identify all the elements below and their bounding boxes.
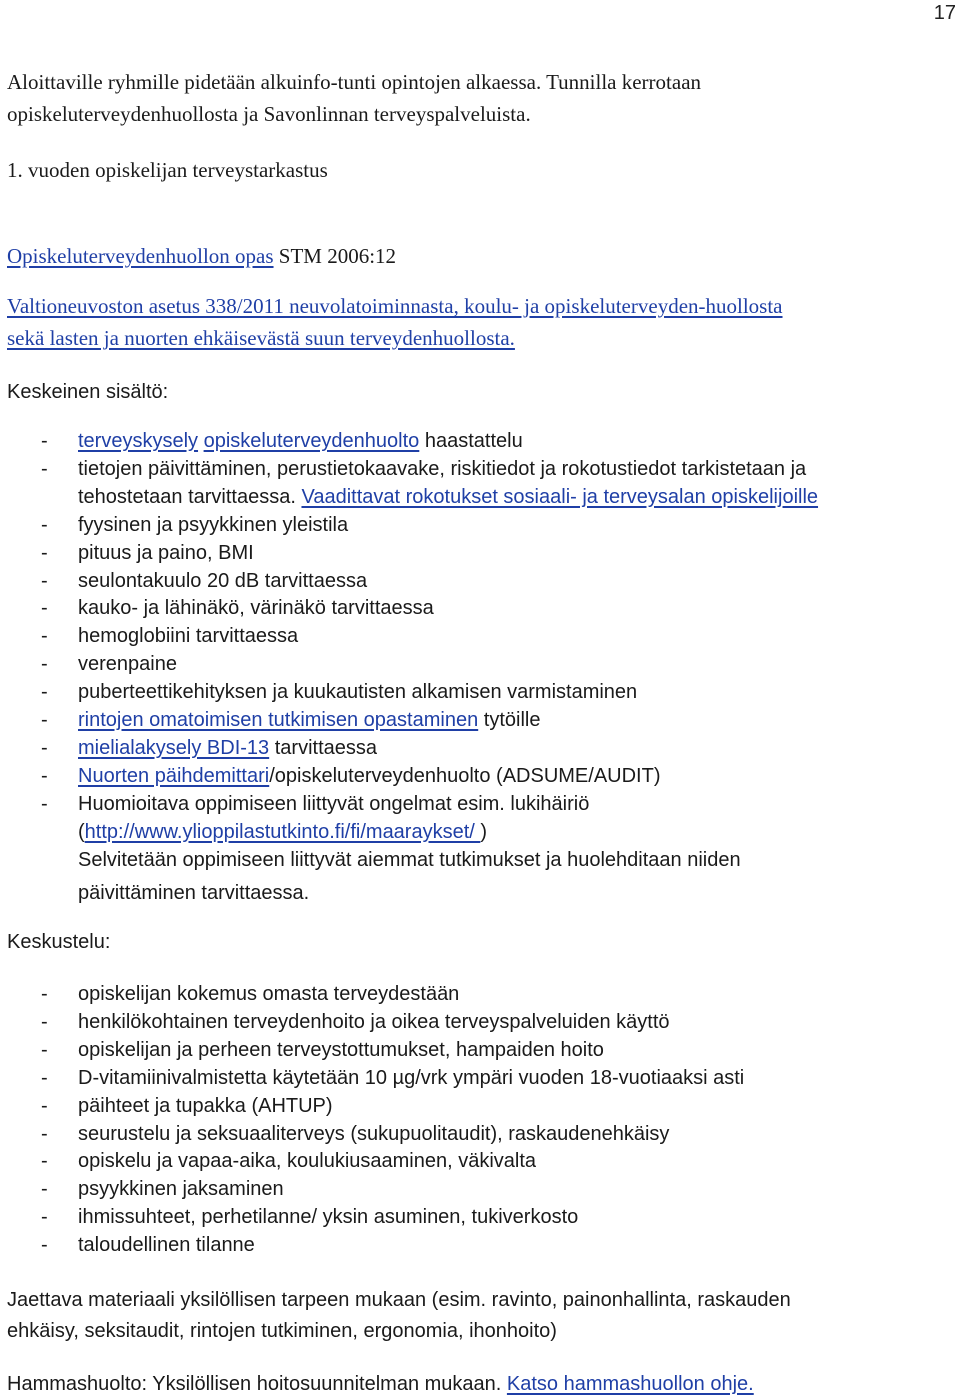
intro-line-1: Aloittaville ryhmille pidetään alkuinfo-tunti opintojen alkaessa. Tunnilla kerrotaan bbox=[7, 70, 702, 94]
discussion-item: - ihmissuhteet, perhetilanne/ yksin asuminen, tukiverkosto bbox=[41, 1206, 579, 1229]
discussion-item: - D-vitamiinivalmistetta käytetään 10 µg/vrk ympäri vuoden 18-vuotiaaksi asti bbox=[41, 1066, 745, 1089]
intro-line-2: opiskeluterveydenhuollosta ja Savonlinnan terveyspalveluista. bbox=[7, 102, 531, 126]
handout-line-1: Jaettava materiaali yksilöllisen tarpeen mukaan (esim. ravinto, painonhallinta, raskauden bbox=[7, 1289, 791, 1311]
list-item: - puberteettikehityksen ja kuukautisten alkamisen varmistaminen bbox=[41, 681, 638, 704]
discussion-item: - opiskelu ja vapaa-aika, koulukiusaaminen, väkivalta bbox=[41, 1150, 537, 1173]
reference-guide bbox=[7, 240, 954, 272]
list-item: - Nuorten päihdemittari/opiskeluterveydenhuolto (ADSUME/AUDIT) bbox=[41, 764, 661, 787]
list-item: - pituus ja paino, BMI bbox=[41, 541, 254, 564]
bdi-link[interactable]: mielialakysely BDI-13 bbox=[78, 736, 270, 759]
discussion-item: - seurustelu ja seksuaaliterveys (sukupuolitaudit), raskaudenehkäisy bbox=[41, 1122, 670, 1145]
list-item: - hemoglobiini tarvittaessa bbox=[41, 625, 299, 648]
guide-link[interactable]: Opiskeluterveydenhuollon opas bbox=[7, 244, 274, 268]
section-heading: 1. vuoden opiskelijan terveystarkastus bbox=[7, 158, 328, 182]
list-item: - kauko- ja lähinäkö, värinäkö tarvittaessa bbox=[41, 597, 434, 620]
matriculation-link[interactable]: http://www.ylioppilastutkinto.fi/fi/maaraykset/ bbox=[84, 820, 481, 843]
list-item: - verenpaine bbox=[41, 653, 177, 676]
discussion-item: - henkilökohtainen terveydenhoito ja oikea terveyspalveluiden käyttö bbox=[41, 1010, 670, 1033]
list-item: - seulontakuulo 20 dB tarvittaessa bbox=[41, 569, 368, 592]
health-survey-link[interactable]: terveyskysely bbox=[78, 430, 199, 452]
content-label: Keskeinen sisältö: bbox=[7, 381, 169, 403]
dental-paragraph: Hammashuolto: Yksilöllisen hoitosuunnitelman mukaan. Katso hammashuollon ohje. bbox=[7, 1373, 754, 1395]
student-health-link[interactable]: opiskeluterveydenhuolto bbox=[203, 430, 420, 452]
breast-exam-link[interactable]: rintojen omatoimisen tutkimisen opastaminen bbox=[78, 709, 479, 732]
intro-paragraph bbox=[7, 66, 954, 130]
discussion-list bbox=[7, 981, 954, 1260]
vaccinations-link[interactable]: Vaadittavat rokotukset sosiaali- ja terveysalan opiskelijoille bbox=[301, 485, 819, 508]
content-list bbox=[7, 428, 954, 907]
handout-paragraph bbox=[7, 1285, 954, 1347]
guide-source: STM 2006:12 bbox=[273, 244, 397, 268]
discussion-item: - taloudellinen tilanne bbox=[41, 1234, 255, 1257]
discussion-item: - opiskelijan ja perheen terveystottumukset, hampaiden hoito bbox=[41, 1038, 604, 1061]
list-item: - rintojen omatoimisen tutkimisen opastaminen tytöille bbox=[41, 709, 541, 732]
discussion-item: - psyykkinen jaksaminen bbox=[41, 1178, 284, 1201]
substance-meter-link[interactable]: Nuorten päihdemittari bbox=[78, 764, 270, 787]
list-item: - mielialakysely BDI-13 tarvittaessa bbox=[41, 736, 377, 759]
decree-link[interactable]: Valtioneuvoston asetus 338/2011 neuvolatoiminnasta, koulu- ja opiskeluterveyden-huollosta bbox=[7, 294, 783, 318]
page-number: 17 bbox=[933, 2, 956, 24]
list-item: - Huomioitava oppimiseen liittyvät ongelmat esim. lukihäiriö (http://www.ylioppilastutkinto.fi/fi/maaraykset/ ) Selvitetään oppimiseen liittyvät aiemmat tutkimukset ja huolehditaan niiden päivittäminen tarvittaessa. bbox=[41, 792, 741, 904]
decree-reference bbox=[7, 290, 954, 354]
list-item: - tietojen päivittäminen, perustietokaavake, riskitiedot ja rokotustiedot tarkistetaan ja tehostetaan tarvittaessa. Vaadittavat rokotukset sosiaali- ja terveysalan opiskelijoille bbox=[41, 457, 819, 508]
discussion-item: - opiskelijan kokemus omasta terveydestään bbox=[41, 983, 460, 1005]
list-item: - fyysinen ja psyykkinen yleistila bbox=[41, 513, 349, 536]
discussion-label: Keskustelu: bbox=[7, 931, 111, 953]
decree-link-cont[interactable]: sekä lasten ja nuorten ehkäisevästä suun terveydenhuollosta. bbox=[7, 326, 515, 350]
dental-guide-link[interactable]: Katso hammashuollon ohje. bbox=[506, 1373, 754, 1395]
list-item: - terveyskysely opiskeluterveydenhuolto haastattelu bbox=[41, 430, 523, 452]
discussion-item: - päihteet ja tupakka (AHTUP) bbox=[41, 1094, 333, 1117]
handout-line-2: ehkäisy, seksitaudit, rintojen tutkiminen, ergonomia, ihonhoito) bbox=[7, 1320, 557, 1342]
